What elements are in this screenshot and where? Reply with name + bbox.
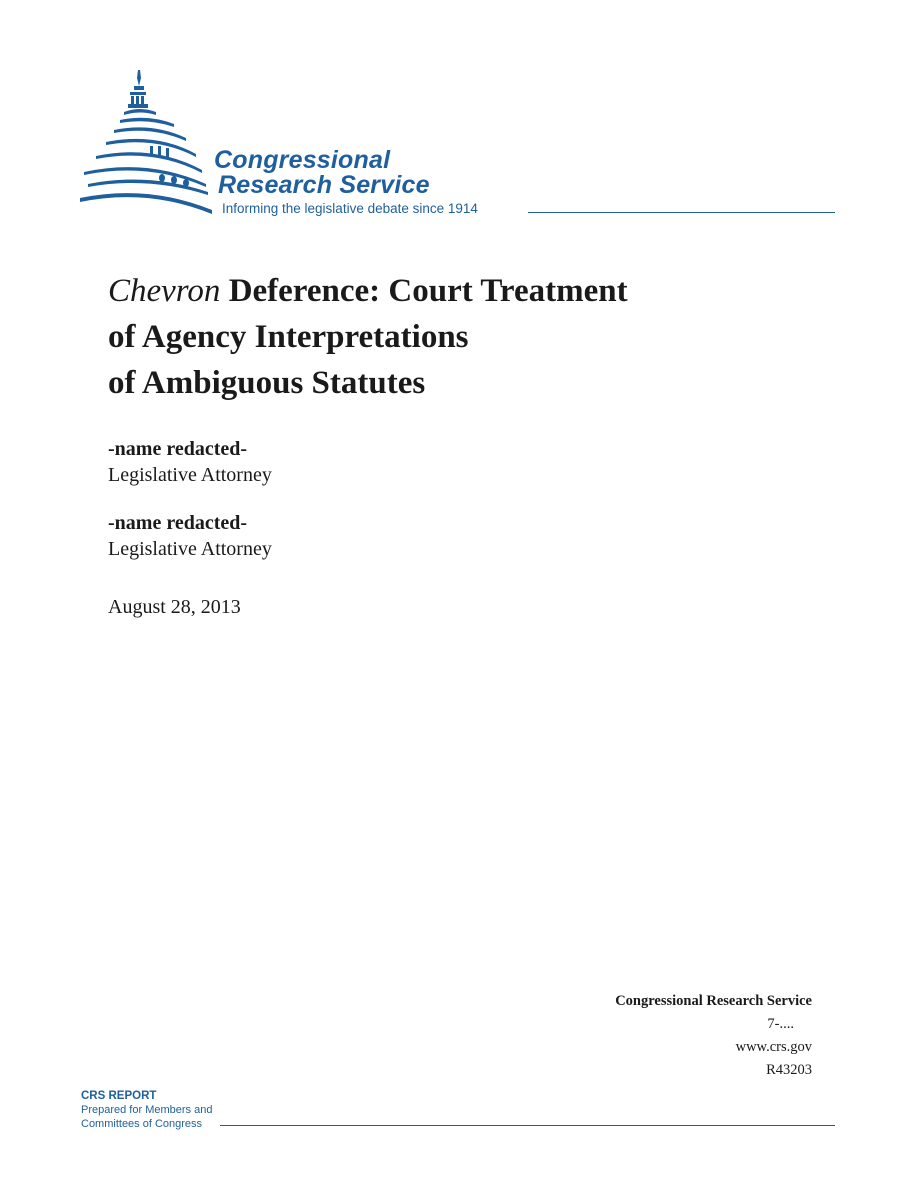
imprint-block	[615, 990, 812, 1082]
footer-rule	[220, 1125, 835, 1126]
title-line1: Deference: Court Treatment	[220, 273, 628, 309]
author-block	[108, 510, 272, 562]
author-role: Legislative Attorney	[108, 538, 272, 560]
author-name: -name redacted-	[108, 512, 248, 534]
crs-report-footer	[81, 1089, 212, 1131]
brand-tagline: Informing the legislative debate since 1914	[222, 201, 478, 216]
crs-logo	[78, 66, 228, 218]
report-date: August 28, 2013	[108, 596, 241, 618]
footer-line3: Committees of Congress	[81, 1118, 203, 1130]
title-line2: of Agency Interpretations	[108, 319, 469, 355]
imprint-org: Congressional Research Service	[615, 993, 812, 1009]
imprint-code: 7-....	[767, 1016, 794, 1032]
author-role: Legislative Attorney	[108, 464, 272, 486]
report-title	[108, 268, 628, 406]
imprint-website: www.crs.gov	[735, 1039, 812, 1055]
brand-name-line2: Research Service	[218, 171, 430, 199]
author-block	[108, 436, 272, 488]
author-name: -name redacted-	[108, 438, 248, 460]
capitol-dome-icon	[78, 66, 228, 218]
footer-label: CRS REPORT	[81, 1090, 157, 1102]
footer-line2: Prepared for Members and	[81, 1104, 213, 1116]
brand-name-line1: Congressional	[214, 146, 391, 174]
imprint-report-number: R43203	[766, 1062, 812, 1078]
title-line3: of Ambiguous Statutes	[108, 365, 426, 401]
header-rule	[528, 212, 835, 213]
title-italic-word: Chevron	[108, 273, 221, 309]
